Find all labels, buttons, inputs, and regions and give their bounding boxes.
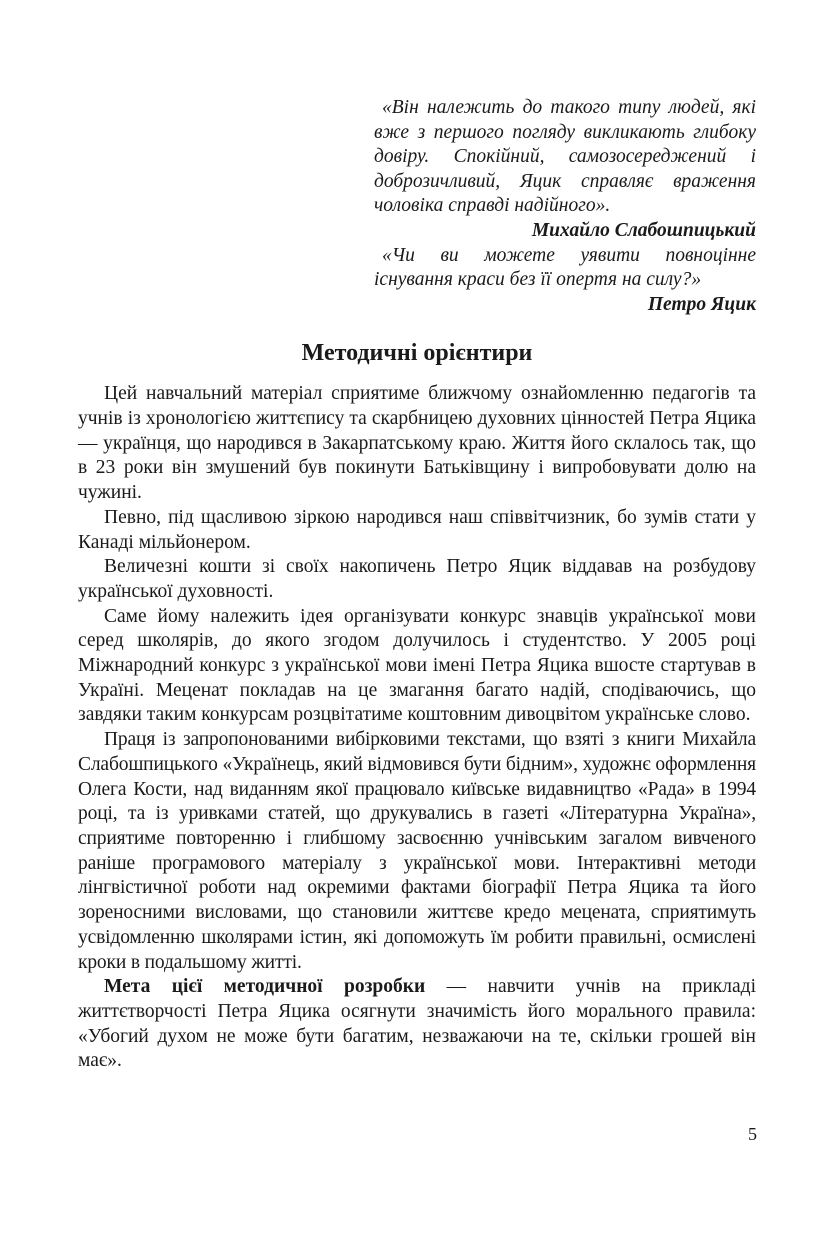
epigraph-quote-1: «Він належить до такого типу людей, які вже з першого погляду викликають глибоку довіру. Спокійний, самозосереджений і доброзичливий, Яцик справляє враження чоловіка справді надійного». — [374, 97, 756, 217]
paragraph-5: Праця із запропонованими вибірковими текстами, що взяті з книги Михайла Слабошпицького «Українець, який відмовився бути бідним», художнє оформлення Олега Кости, над виданням якої працювало київське видавництво «Рада» в 1994 році, та із уривками статей, що друкувались в газеті «Літературна Україна», сприятиме повторенню і глибшому засвоєнню учнівським загалом вивченого раніше програмового матеріалу з української мови. Інтерактивні методи лінгвістичної роботи над окремими фактами біографії Петра Яцика та його зореносними висловами, що становили життєве кредо мецената, сприятимуть усвідомленню школярами істин, які допоможуть їм робити правильні, осмислені кроки в подальшому житті. — [78, 729, 756, 973]
paragraph-4: Саме йому належить ідея організувати конкурс знавців української мови серед школярів, до якого згодом долучилось і студентство. У 2005 році Міжнародний конкурс з української мови імені Петра Яцика вшосте стартував в Україні. Меценат покладав на це змагання багато надій, сподіваючись, що завдяки таким конкурсам розцвітатиме коштовним дивоцвітом українське слово. — [78, 605, 756, 726]
body-text — [78, 382, 756, 1074]
paragraph-6 — [78, 975, 756, 1074]
page-content — [78, 96, 756, 1074]
paragraph-6-rest: — навчити учнів на прикладі життєтворчості Петра Яцика осягнути значимість його морального правила: «Убогий духом не може бути багатим, незважаючи на те, скільки грошей він має». — [78, 976, 756, 1072]
page-number: 5 — [748, 1124, 757, 1144]
epigraph-author-2: Петро Яцик — [647, 293, 756, 315]
epigraph — [374, 96, 756, 317]
epigraph-author-1: Михайло Слабошпицький — [531, 219, 756, 241]
paragraph-3: Величезні кошти зі своїх накопичень Петро Яцик віддавав на розбудову української духовності. — [78, 556, 756, 602]
section-heading: Методичні орієнтири — [301, 340, 533, 367]
paragraph-1: Цей навчальний матеріал сприятиме ближчому ознайомленню педагогів та учнів із хронологією життєпису та скарбницею духовних цінностей Петра Яцика — українця, що народився в Закарпатському краю. Життя його склалось так, що в 23 роки він змушений був покинути Батьківщину і випробовувати долю на чужині. — [78, 383, 756, 504]
paragraph-2: Певно, під щасливою зіркою народився наш співвітчизник, бо зумів стати у Канаді мільйонером. — [78, 506, 756, 553]
epigraph-quote-2: «Чи ви можете уявити повноцінне існування краси без її опертя на силу?» — [374, 244, 756, 291]
paragraph-6-lead: Мета цієї методичної розробки — [104, 976, 426, 998]
